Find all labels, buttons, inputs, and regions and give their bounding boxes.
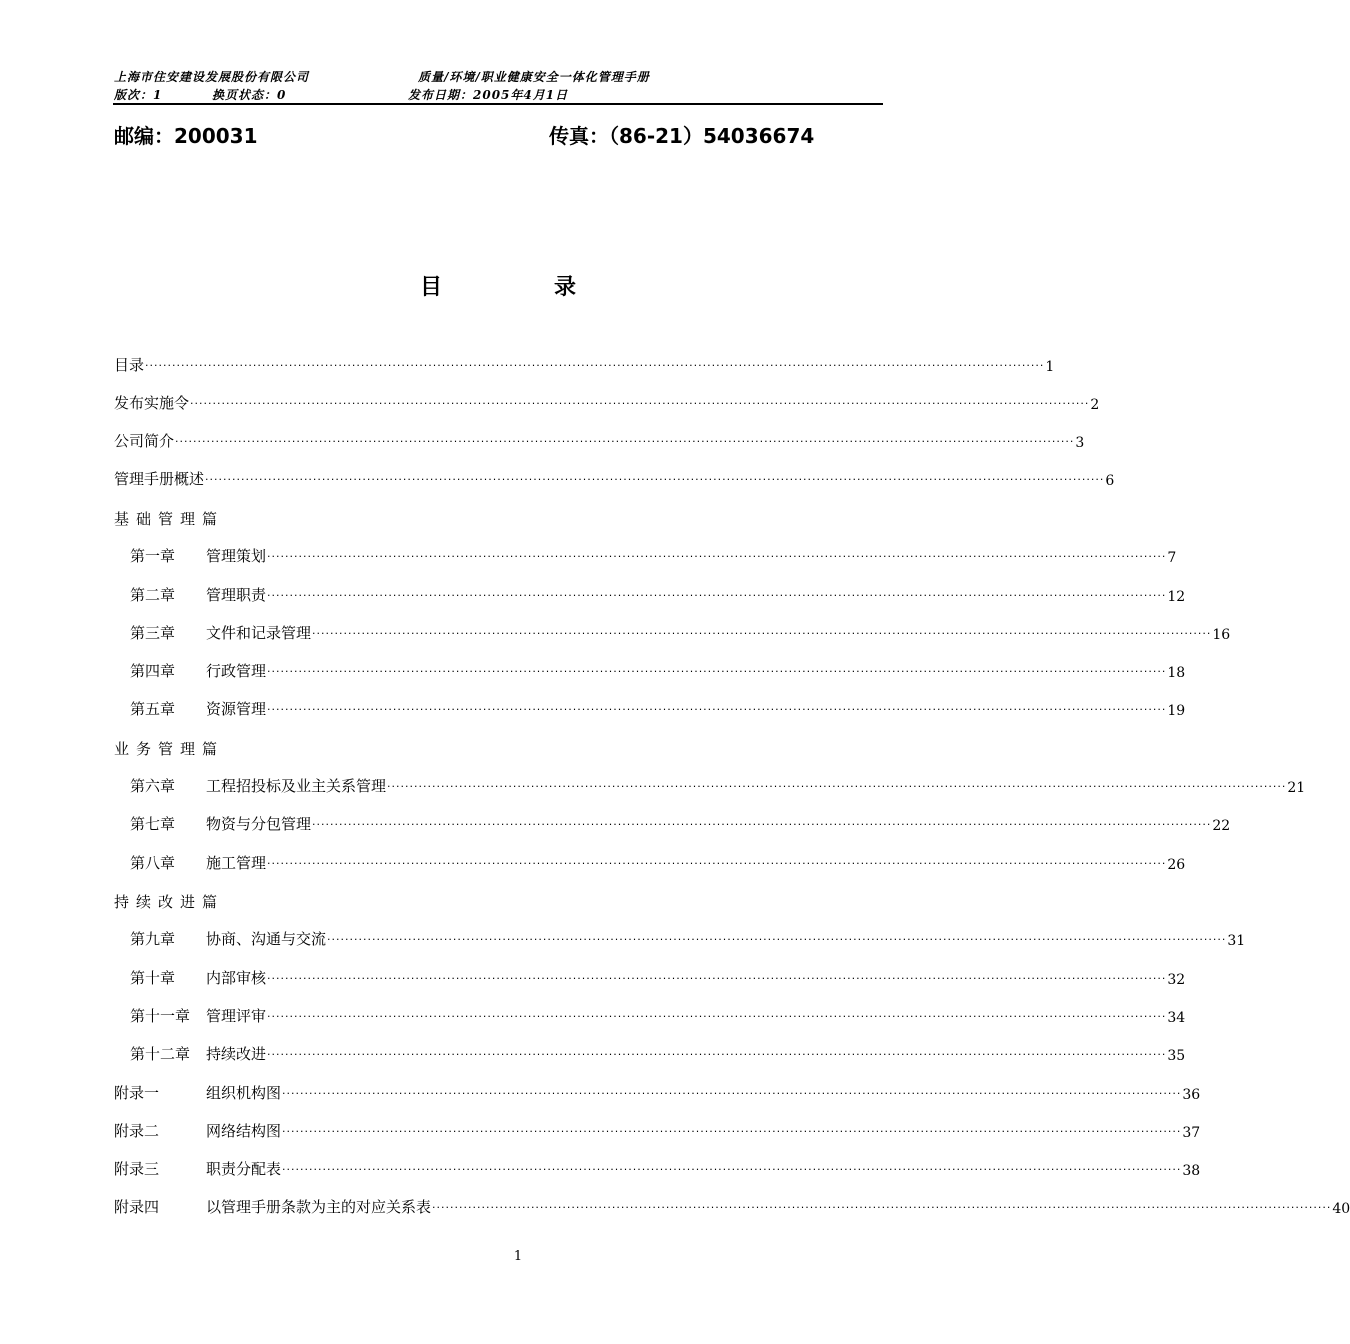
leader-dots: ········································································································································································································ (282, 1125, 1182, 1138)
appendix-page: 37 (1182, 1125, 1201, 1141)
chapter-number: 第九章 (130, 930, 176, 948)
chapter-label: 管理职责 (206, 586, 267, 604)
toc-entry-label: 发布实施令 (114, 394, 190, 412)
toc-entry-page: 1 (1045, 359, 1055, 375)
toc-chapter[interactable] (130, 1042, 1186, 1064)
leader-dots: ········································································································································································································ (267, 972, 1167, 985)
chapter-label: 资源管理 (206, 700, 267, 718)
chapter-number: 第十章 (130, 969, 176, 987)
header-change-status: 换页状态：0 (212, 88, 287, 102)
chapter-label: 物资与分包管理 (206, 815, 312, 833)
section-heading: 持续改进篇 (114, 893, 225, 911)
leader-dots: ········································································································································································································ (432, 1201, 1332, 1214)
toc-chapter[interactable] (130, 544, 1177, 566)
header-divider (113, 103, 883, 105)
header-version: 版次：1 (114, 88, 163, 102)
toc-entry-label: 管理手册概述 (114, 470, 205, 488)
chapter-number: 第四章 (130, 662, 176, 680)
chapter-page: 22 (1212, 818, 1231, 834)
section-heading: 基础管理篇 (114, 510, 225, 528)
appendix-number: 附录一 (114, 1084, 160, 1102)
leader-dots: ········································································································································································································ (267, 1010, 1167, 1023)
toc-entry[interactable] (114, 391, 1100, 413)
toc-entry[interactable] (114, 429, 1085, 451)
chapter-page: 35 (1167, 1048, 1186, 1064)
toc-chapter[interactable] (130, 812, 1231, 834)
toc-title-right: 录 (554, 275, 577, 300)
chapter-number: 第十一章 (130, 1007, 191, 1025)
appendix-number: 附录四 (114, 1198, 160, 1216)
leader-dots: ········································································································································································································ (312, 818, 1212, 831)
appendix-label: 组织机构图 (206, 1084, 282, 1102)
toc-chapter[interactable] (130, 1004, 1186, 1026)
toc-chapter[interactable] (130, 966, 1186, 988)
leader-dots: ········································································································································································································ (267, 703, 1167, 716)
chapter-number: 第六章 (130, 777, 176, 795)
toc-chapter[interactable] (130, 927, 1246, 949)
header-company: 上海市住安建设发展股份有限公司 (114, 70, 310, 84)
leader-dots: ········································································································································································································ (267, 589, 1167, 602)
leader-dots: ········································································································································································································ (267, 1048, 1167, 1061)
chapter-number: 第十二章 (130, 1045, 191, 1063)
toc-appendix[interactable] (114, 1081, 1201, 1103)
chapter-page: 18 (1167, 665, 1186, 681)
toc-chapter[interactable] (130, 621, 1231, 643)
toc-entry-label: 目录 (114, 356, 145, 374)
toc-title-left: 目 (420, 275, 443, 300)
toc-chapter[interactable] (130, 697, 1186, 719)
leader-dots: ········································································································································································································ (327, 933, 1227, 946)
chapter-page: 26 (1167, 857, 1186, 873)
toc-entry-page: 2 (1090, 397, 1100, 413)
header-release-date: 发布日期：2005年4月1日 (408, 88, 569, 102)
toc-entry[interactable] (114, 467, 1115, 489)
chapter-label: 施工管理 (206, 854, 267, 872)
fax: 传真：（86-21）54036674 (549, 124, 815, 148)
leader-dots: ········································································································································································································ (190, 397, 1090, 410)
chapter-label: 行政管理 (206, 662, 267, 680)
chapter-label: 内部审核 (206, 969, 267, 987)
chapter-page: 32 (1167, 972, 1186, 988)
toc-entry[interactable] (114, 353, 1055, 375)
leader-dots: ········································································································································································································ (387, 780, 1287, 793)
chapter-page: 31 (1227, 933, 1246, 949)
leader-dots: ········································································································································································································ (267, 857, 1167, 870)
leader-dots: ········································································································································································································ (267, 665, 1167, 678)
leader-dots: ········································································································································································································ (282, 1163, 1182, 1176)
chapter-number: 第三章 (130, 624, 176, 642)
leader-dots: ········································································································································································································ (175, 435, 1075, 448)
toc-chapter[interactable] (130, 659, 1186, 681)
postcode: 邮编：200031 (114, 124, 258, 148)
chapter-page: 19 (1167, 703, 1186, 719)
chapter-label: 持续改进 (206, 1045, 267, 1063)
chapter-page: 34 (1167, 1010, 1186, 1026)
chapter-page: 12 (1167, 589, 1186, 605)
toc-entry-page: 6 (1105, 473, 1115, 489)
toc-entry-page: 3 (1075, 435, 1085, 451)
section-heading: 业务管理篇 (114, 740, 225, 758)
chapter-label: 工程招投标及业主关系管理 (206, 777, 387, 795)
leader-dots: ········································································································································································································ (282, 1087, 1182, 1100)
appendix-label: 以管理手册条款为主的对应关系表 (206, 1198, 432, 1216)
appendix-page: 36 (1182, 1087, 1201, 1103)
header-manual-title: 质量/环境/职业健康安全一体化管理手册 (418, 70, 650, 84)
chapter-number: 第八章 (130, 854, 176, 872)
toc-chapter[interactable] (130, 583, 1186, 605)
chapter-label: 文件和记录管理 (206, 624, 312, 642)
chapter-page: 21 (1287, 780, 1306, 796)
leader-dots: ········································································································································································································ (205, 473, 1105, 486)
chapter-number: 第二章 (130, 586, 176, 604)
leader-dots: ········································································································································································································ (312, 627, 1212, 640)
chapter-label: 管理评审 (206, 1007, 267, 1025)
toc-chapter[interactable] (130, 851, 1186, 873)
chapter-label: 协商、沟通与交流 (206, 930, 327, 948)
toc-entry-label: 公司简介 (114, 432, 175, 450)
appendix-label: 网络结构图 (206, 1122, 282, 1140)
toc-appendix[interactable] (114, 1119, 1201, 1141)
chapter-label: 管理策划 (206, 547, 267, 565)
chapter-number: 第七章 (130, 815, 176, 833)
toc-appendix[interactable] (114, 1157, 1201, 1179)
appendix-page: 38 (1182, 1163, 1201, 1179)
leader-dots: ········································································································································································································ (267, 550, 1167, 563)
appendix-number: 附录二 (114, 1122, 160, 1140)
toc-chapter[interactable] (130, 774, 1306, 796)
chapter-page: 7 (1167, 550, 1177, 566)
leader-dots: ········································································································································································································ (145, 359, 1045, 372)
appendix-number: 附录三 (114, 1160, 160, 1178)
toc-appendix[interactable] (114, 1195, 1350, 1217)
appendix-page: 40 (1332, 1201, 1350, 1217)
chapter-page: 16 (1212, 627, 1231, 643)
chapter-number: 第五章 (130, 700, 176, 718)
appendix-label: 职责分配表 (206, 1160, 282, 1178)
page-number: 1 (513, 1249, 523, 1264)
chapter-number: 第一章 (130, 547, 176, 565)
